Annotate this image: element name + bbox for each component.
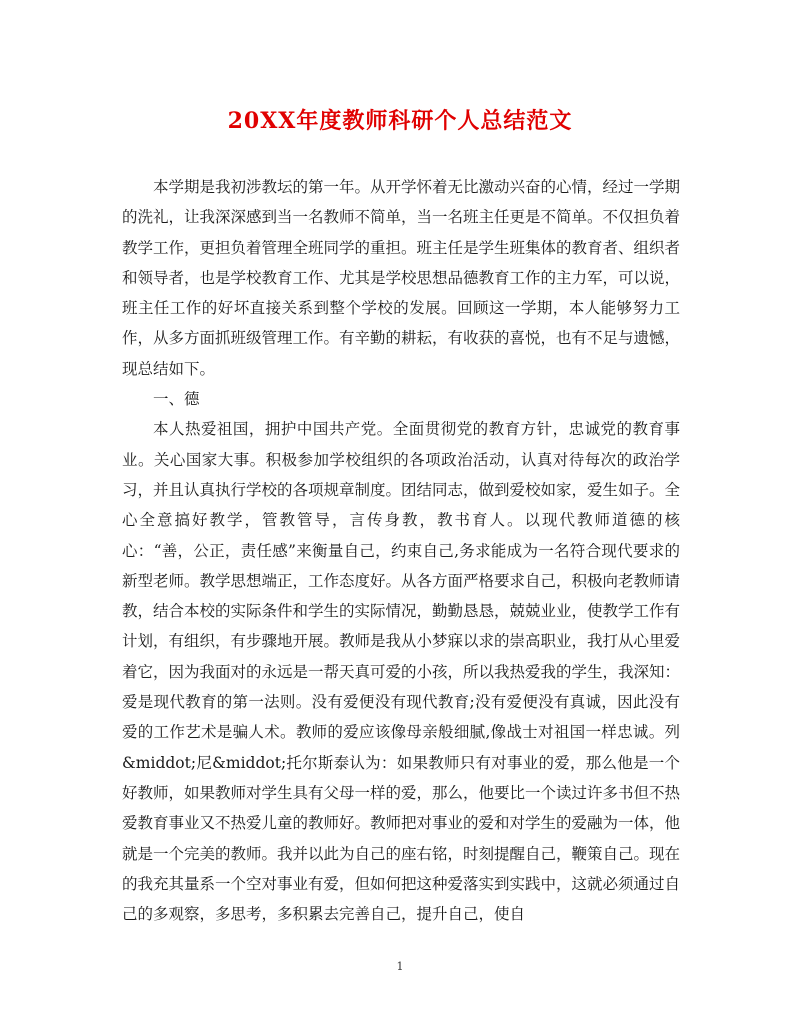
document-title: 20XX年度教师科研个人总结范文 bbox=[227, 108, 573, 134]
intro-paragraph: 本学期是我初涉教坛的第一年。从开学怀着无比激动兴奋的心情，经过一学期的洗礼，让我深深感到当一名教师不简单，当一名班主任更是不简单。不仅担负着教学工作，更担负着管理全班同学的重担。班主任是学生班集体的教育者、组织者和领导者，也是学校教育工作、尤其是学校思想品德教育工作的主力军，可以说，班主任工作的好坏直接关系到整个学校的发展。回顾这一学期，本人能够努力工作，从多方面抓班级管理工作。有辛勤的耕耘，有收获的喜悦，也有不足与遗憾，现总结如下。 bbox=[122, 178, 681, 378]
section-heading: 一、德 bbox=[153, 390, 200, 409]
document-body bbox=[122, 172, 680, 929]
section-paragraph: 本人热爱祖国，拥护中国共产党。全面贯彻党的教育方针，忠诚党的教育事业。关心国家大事。积极参加学校组织的各项政治活动，认真对待每次的政治学习，并且认真执行学校的各项规章制度。团结同志，做到爱校如家，爱生如子。全心全意搞好教学，管教管导，言传身教，教书育人。以现代教师道德的核心：“善，公正，责任感”来衡量自己，约束自己,务求能成为一名符合现代要求的新型老师。教学思想端正，工作态度好。从各方面严格要求自己，积极向老教师请教，结合本校的实际条件和学生的实际情况，勤勤恳恳，兢兢业业，使教学工作有计划，有组织，有步骤地开展。教师是我从小梦寐以求的崇高职业，我打从心里爱着它，因为我面对的永远是一帮天真可爱的小孩，所以我热爱我的学生，我深知：爱是现代教育的第一法则。没有爱便没有现代教育;没有爱便没有真诚，因此没有爱的工作艺术是骗人术。教师的爱应该像母亲般细腻,像战士对祖国一样忠诚。列&middot;尼&middot;托尔斯泰认为：如果教师只有对事业的爱，那么他是一个好教师，如果教师对学生具有父母一样的爱，那么，他要比一个读过许多书但不热爱教育事业又不热爱儿童的教师好。教师把对事业的爱和对学生的爱融为一体，他就是一个完美的教师。我并以此为自己的座右铭，时刻提醒自己，鞭策自己。现在的我充其量系一个空对事业有爱，但如何把这种爱落实到实践中，这就必须通过自己的多观察，多思考，多积累去完善自己，提升自己，使自 bbox=[122, 420, 681, 924]
page-number: 1 bbox=[396, 960, 404, 973]
